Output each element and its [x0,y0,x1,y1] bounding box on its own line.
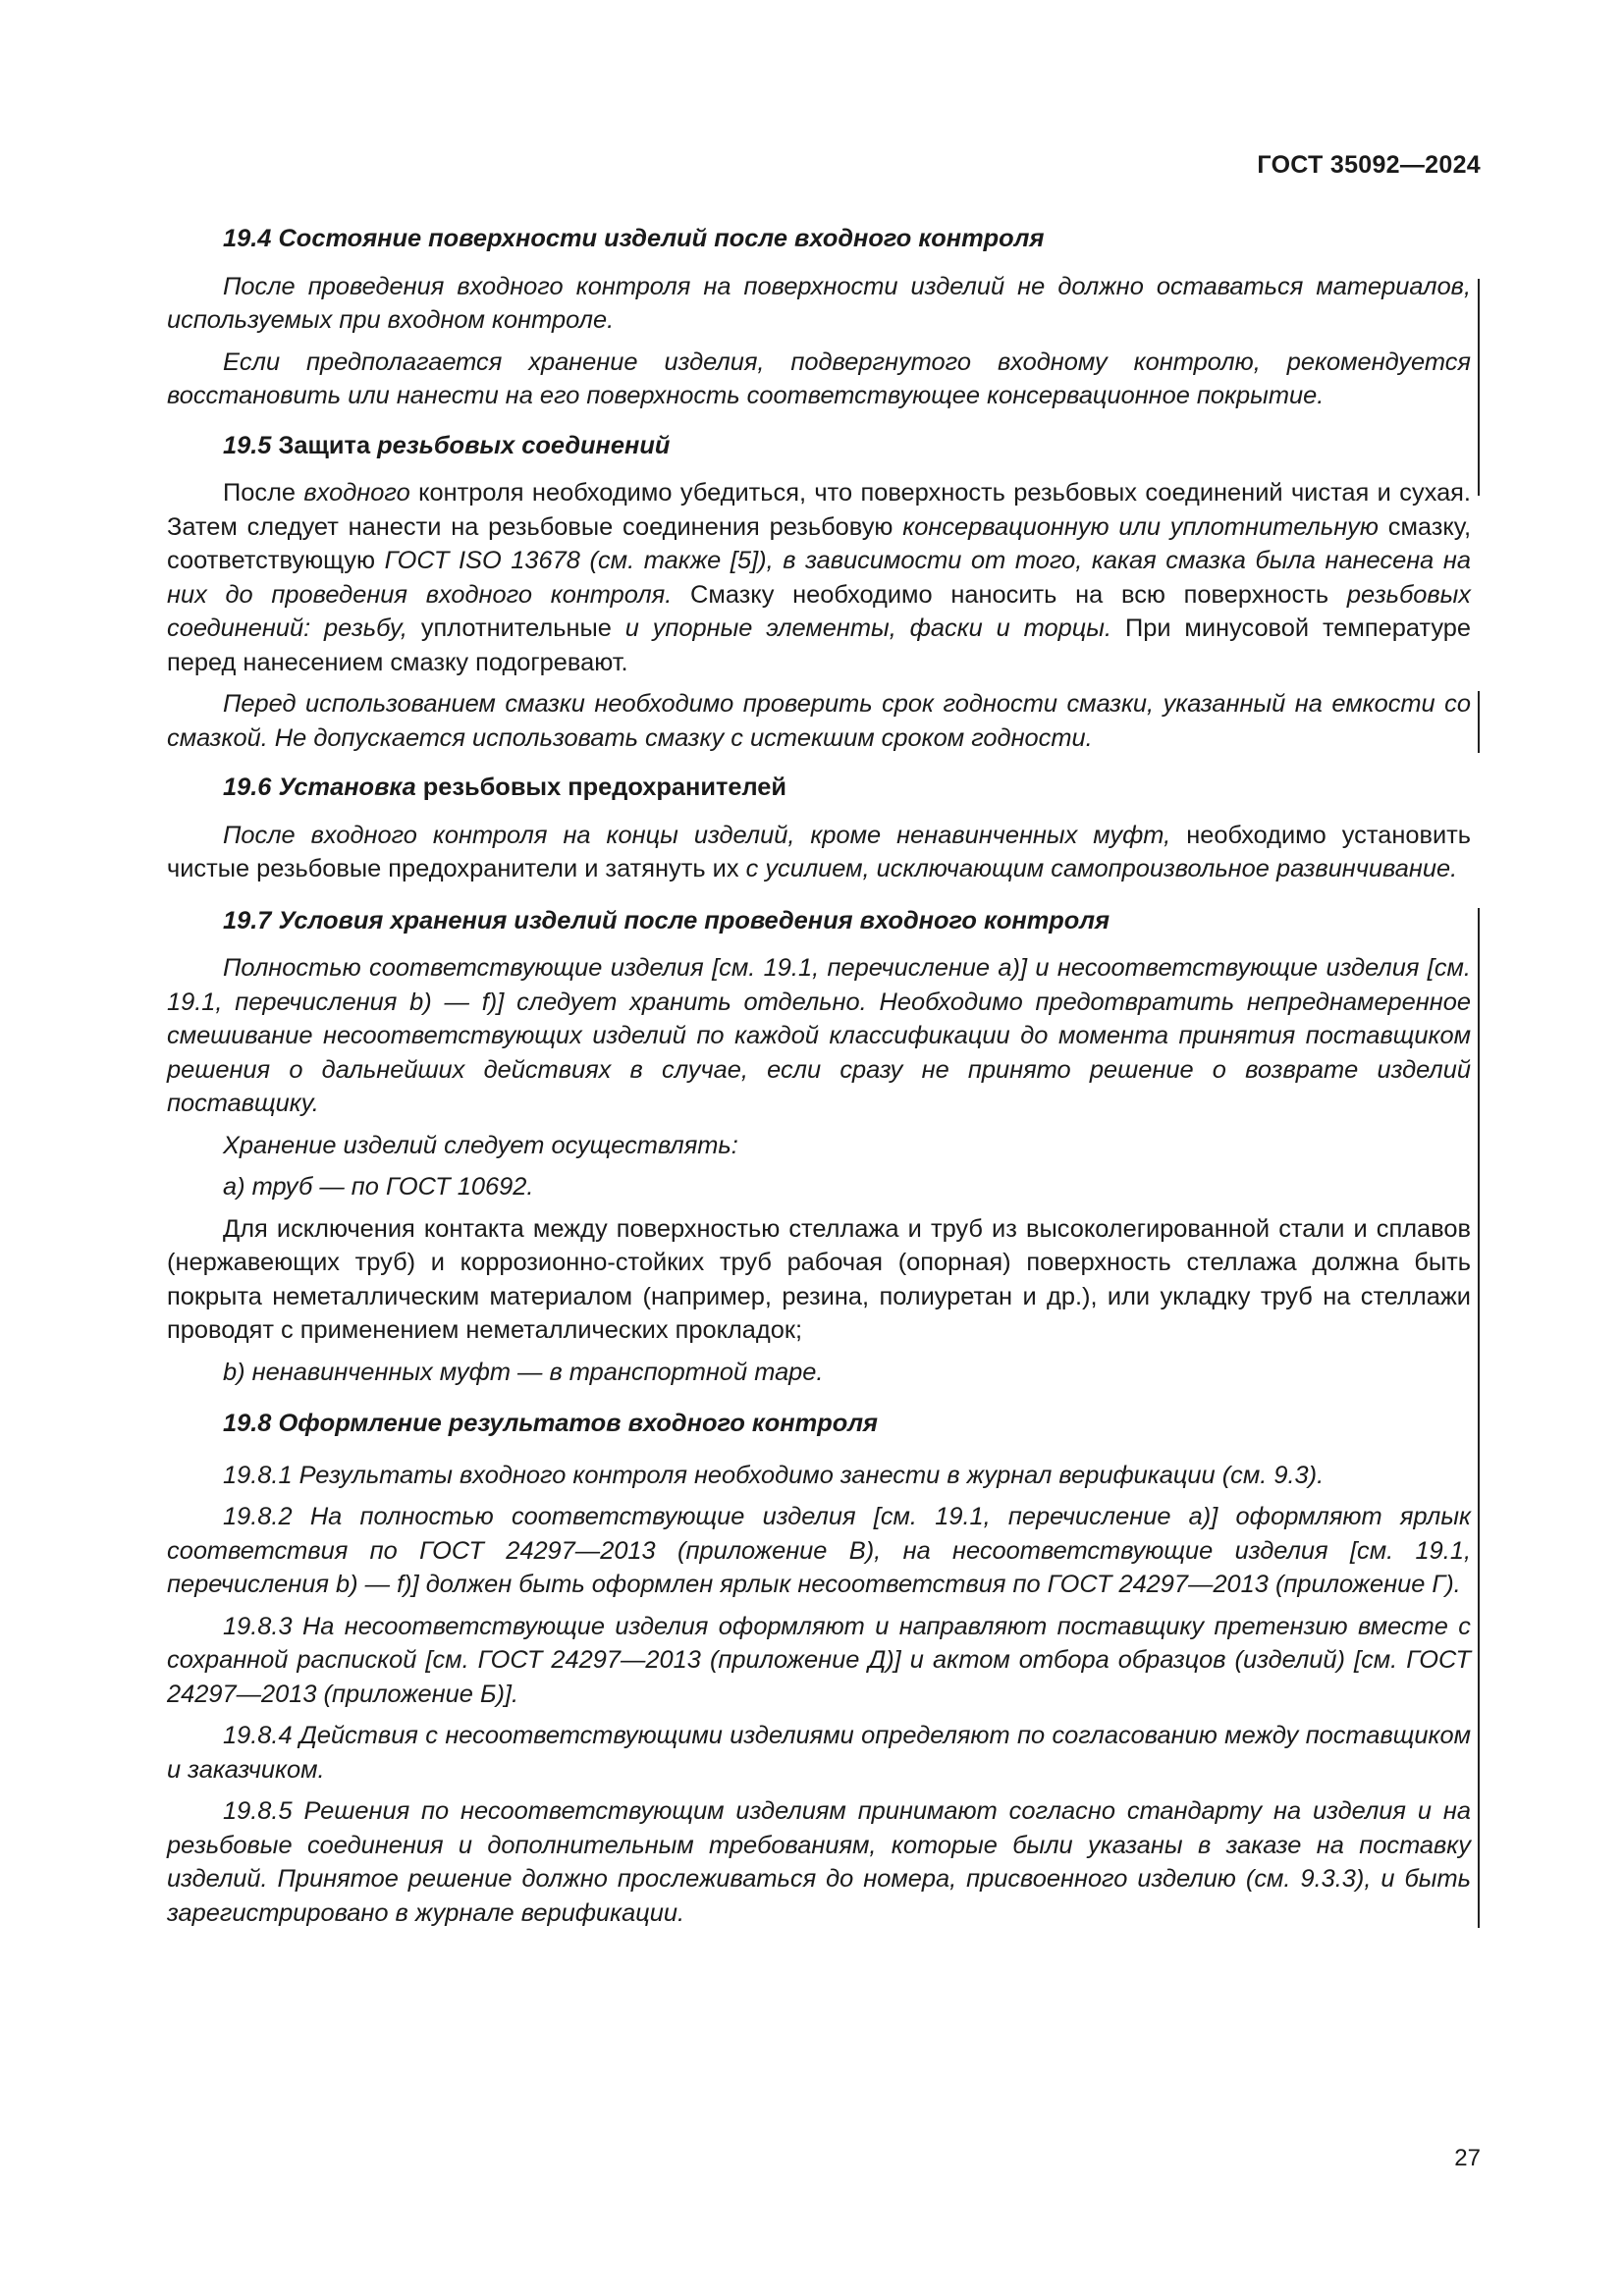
revision-bar [1478,908,1480,1929]
paragraph: Хранение изделий следует осуществлять: [223,1131,738,1159]
paragraph: После входного контроля необходимо убедиться, что поверхность резьбовых соединений чистая и сухая. Затем следует нанести на резьбовые соединения резьбовую консервационную или уплотнительную смазку, соответствующую ГОСТ ISO 13678 (см. также [5]), в зависимости от того, какая смазка была нанесена на них до проведения входного контроля. Смазку необходимо наносить на всю поверхность резьбовых соединений: резьбу, уплотнительные и упорные элементы, фаски и торцы. При минусовой температуре перед нанесением смазку подогревают. [167,479,1472,676]
document-body [167,222,1471,1930]
paragraph: Полностью соответствующие изделия [см. 19.1, перечисление а)] и несоответствующие изделия [см. 19.1, перечисления b) — f)] следует хранить отдельно. Необходимо предотвратить непреднамеренное смешивание несоответствующих изделий по каждой классификации до момента принятия поставщиком решения о дальнейших действиях в случае, если сразу не принято решение о возврате изделий поставщику. [167,954,1471,1117]
paragraph: Для исключения контакта между поверхностью стеллажа и труб из высоколегированной стали и сплавов (нержавеющих труб) и коррозионно-стойких труб рабочая (опорная) поверхность стеллажа должна быть покрыта неметаллическим материалом (например, резина, полиуретан и др.), или укладку труб на стеллажи проводят с применением неметаллических прокладок; [167,1214,1471,1344]
list-item: а) труб — по ГОСТ 10692. [223,1173,534,1201]
page-number: 27 [1454,2145,1481,2171]
section-19-5 [167,429,1471,756]
paragraph: После входного контроля на концы изделий, кроме ненавинченных муфт, необходимо установить чистые резьбовые предохранители и затянуть их с усилием, исключающим самопроизвольное развинчивание. [167,821,1471,882]
revision-bar [1478,279,1480,496]
section-number: 19.5 [223,431,272,459]
paragraph: Перед использованием смазки необходимо проверить срок годности смазки, указанный на емкости со смазкой. Не допускается использовать смазку с истекшим сроком годности. [167,690,1471,752]
section-19-4-title: 19.4 Состояние поверхности изделий после входного контроля [223,225,1045,252]
document-id-header: ГОСТ 35092—2024 [1257,151,1481,179]
title-part: резьбовых предохранителей [422,774,787,801]
section-19-5-title [167,429,1471,463]
section-19-4 [167,222,1471,413]
section-19-6 [167,771,1471,886]
section-19-8-title: 19.8 Оформление результатов входного контроля [223,1410,878,1437]
section-19-7 [167,904,1471,1931]
paragraph: 19.8.3 На несоответствующие изделия оформляют и направляют поставщику претензию вместе с сохранной распиской [см. ГОСТ 24297—2013 (приложение Д)] и актом отбора образцов (изделий) [см. ГОСТ 24297—2013 (приложение Б)]. [167,1612,1471,1708]
paragraph: Если предполагается хранение изделия, подвергнутого входному контролю, рекомендуется восстановить или нанести на его поверхность соответствующее консервационное покрытие. [167,347,1471,409]
paragraph: После проведения входного контроля на поверхности изделий не должно оставаться материалов, используемых при входном контроле. [167,272,1471,334]
revision-bar [1478,691,1480,753]
title-part: резьбовых соединений [377,431,671,459]
title-part: Защита [278,431,371,459]
paragraph: 19.8.2 На полностью соответствующие изделия [см. 19.1, перечисление а)] оформляют ярлык соответствия по ГОСТ 24297—2013 (приложение В), на несоответствующие изделия [см. 19.1, перечисления b) — f)] должен быть оформлен ярлык несоответствия по ГОСТ 24297—2013 (приложение Г). [167,1503,1471,1598]
section-19-6-title [167,771,1471,805]
paragraph: 19.8.5 Решения по несоответствующим изделиям принимают согласно стандарту на изделия и на резьбовые соединения и дополнительным требованиям, которые были указаны в заказе на поставку изделий. Принятое решение должно прослеживаться до номера, присвоенного изделию (см. 9.3.3), и быть зарегистрировано в журнале верификации. [167,1797,1471,1927]
title-part: 19.6 Установка [223,774,416,801]
list-item: b) ненавинченных муфт — в транспортной таре. [223,1358,824,1386]
section-19-7-title: 19.7 Условия хранения изделий после проведения входного контроля [223,906,1110,934]
paragraph: 19.8.4 Действия с несоответствующими изделиями определяют по согласованию между поставщиком и заказчиком. [167,1722,1471,1784]
revised-paragraph [167,687,1471,755]
paragraph: 19.8.1 Результаты входного контроля необходимо занести в журнал верификации (см. 9.3). [223,1461,1325,1489]
